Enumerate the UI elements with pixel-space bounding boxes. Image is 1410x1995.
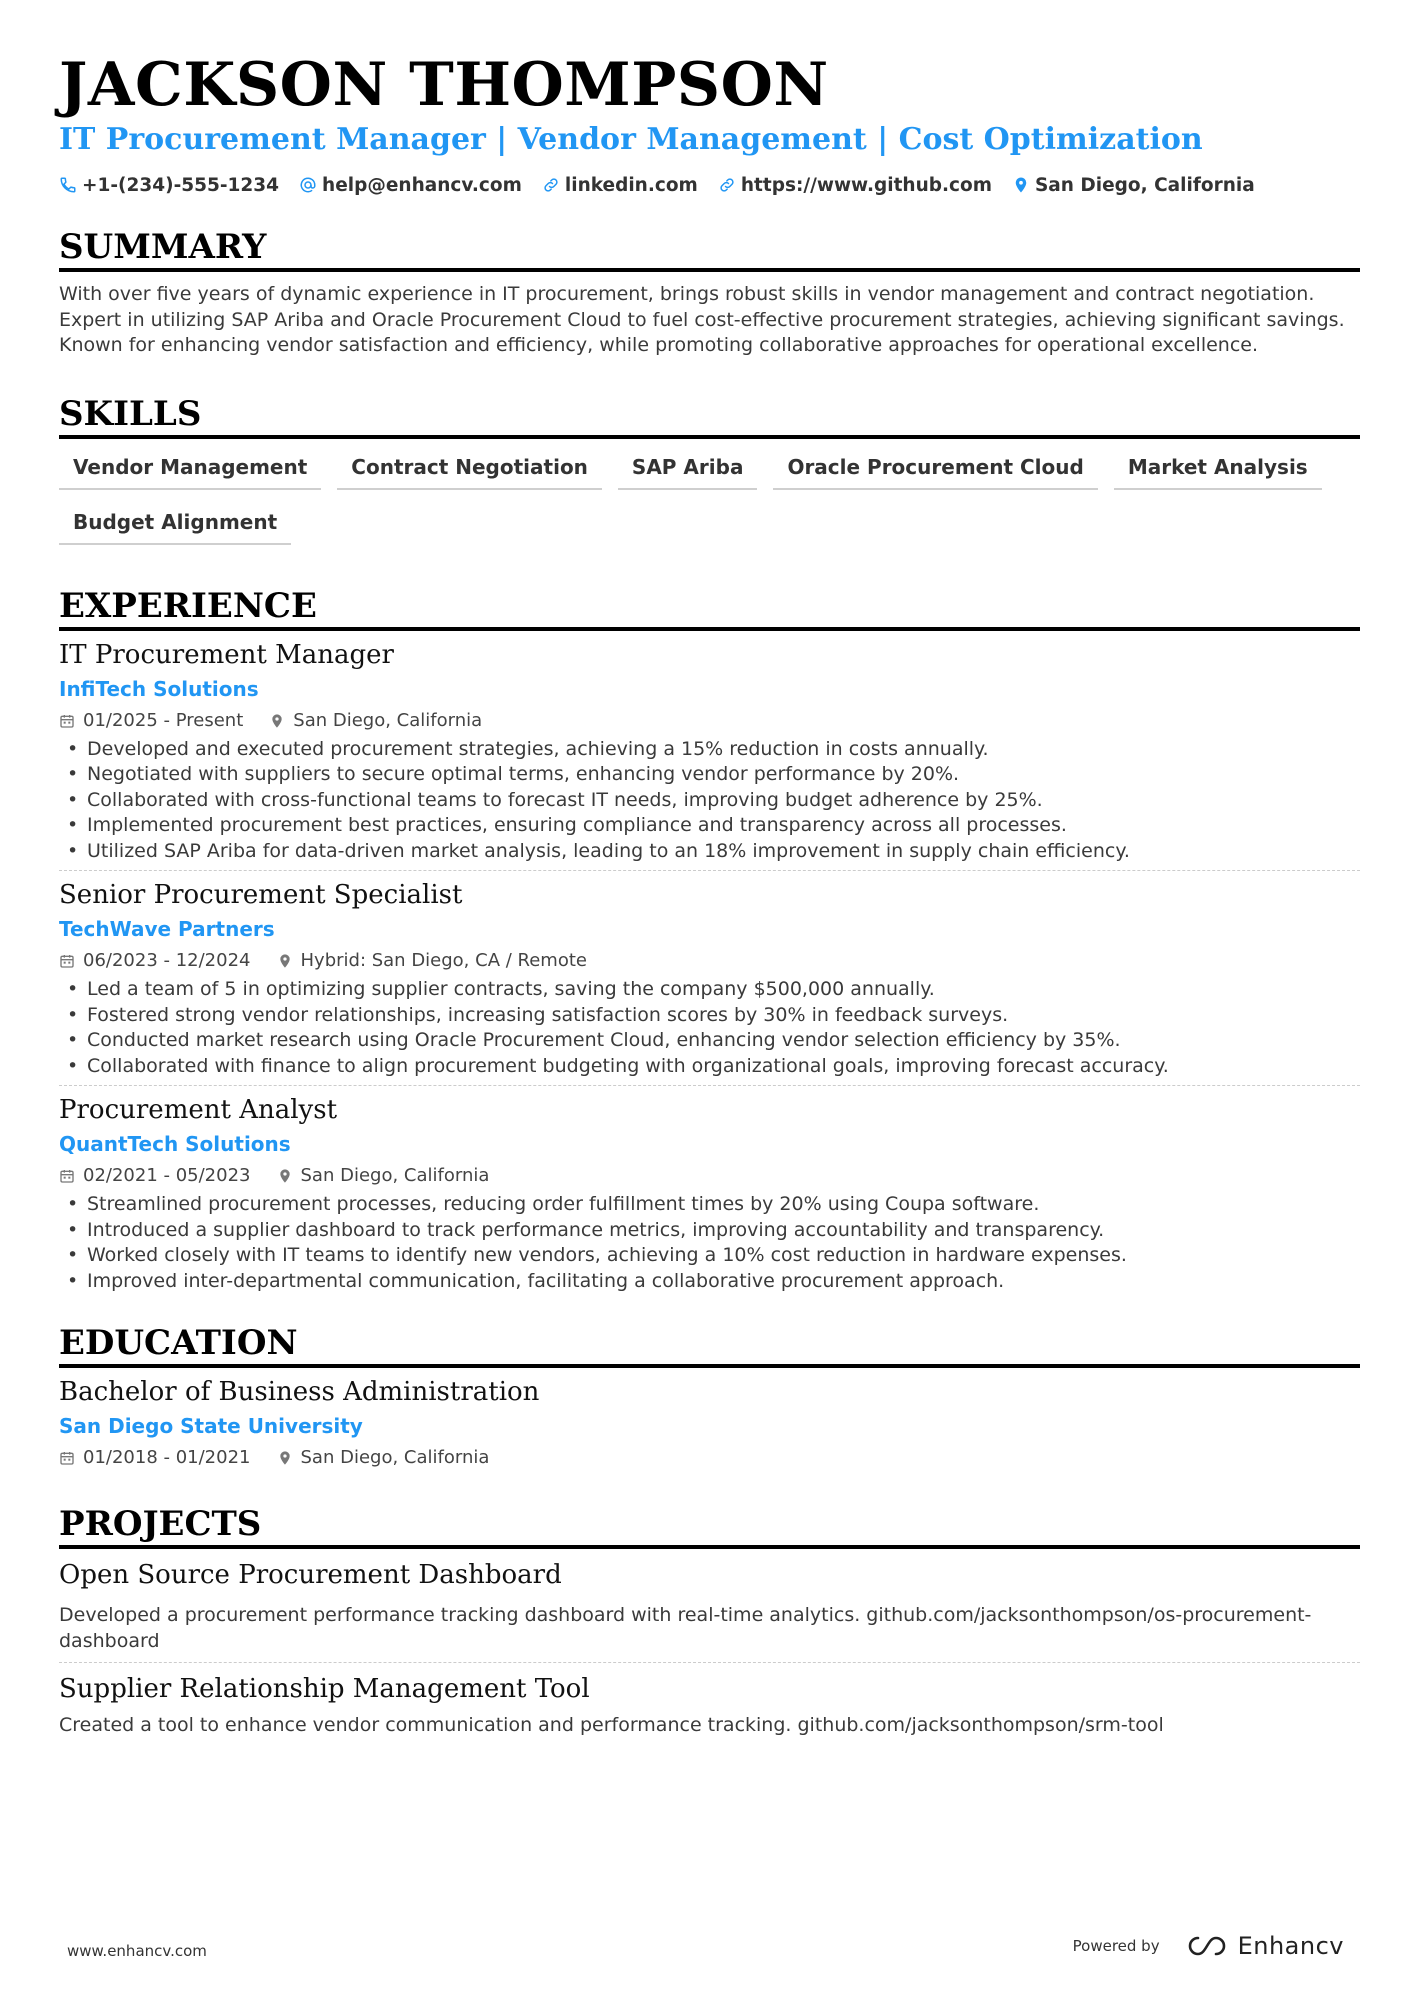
project-name: Supplier Relationship Management Tool: [59, 1674, 590, 1704]
job-dates: [59, 1163, 251, 1189]
contact-github[interactable]: [718, 175, 992, 196]
contact-location: [1012, 175, 1255, 196]
list-item: • Developed and executed procurement strategies, achieving a 15% reduction in costs annually.: [59, 737, 1360, 763]
list-item: • Introduced a supplier dashboard to track performance metrics, improving accountability and transparency.: [59, 1218, 1360, 1244]
footer-website[interactable]: www.enhancv.com: [67, 1942, 207, 1960]
education-location: [277, 1445, 490, 1471]
job-dates: [59, 948, 251, 974]
list-item: • Collaborated with finance to align procurement budgeting with organizational goals, improving forecast accuracy.: [59, 1054, 1360, 1080]
link-icon: [718, 176, 736, 194]
job-bullets: [59, 1192, 1360, 1294]
job-location: [269, 708, 482, 734]
experience-heading: EXPERIENCE: [59, 585, 1360, 631]
list-item: • Implemented procurement best practices, ensuring compliance and transparency across all processes.: [59, 813, 1360, 839]
job-meta: [59, 1163, 1360, 1189]
job-entry: [59, 1085, 1360, 1300]
list-item: • Conducted market research using Oracle Procurement Cloud, enhancing vendor selection efficiency by 35%.: [59, 1028, 1360, 1054]
link-icon: [542, 176, 560, 194]
skills-heading: SKILLS: [59, 393, 1360, 439]
brand-name: Enhancv: [1237, 1932, 1344, 1960]
summary-heading: SUMMARY: [59, 226, 1360, 272]
job-location: [277, 1163, 490, 1189]
phone-icon: [59, 176, 77, 194]
job-role: Procurement Analyst: [59, 1095, 338, 1125]
contact-location-text: San Diego, California: [1034, 174, 1255, 196]
candidate-name: JACKSON THOMPSON: [59, 50, 829, 120]
footer-branding: [1073, 1932, 1344, 1960]
project-name: Open Source Procurement Dashboard: [59, 1560, 562, 1590]
education-dates: [59, 1445, 251, 1471]
project-description: Developed a procurement performance tracking dashboard with real-time analytics. github.com/jacksonthompson/os-procurement-dashboard: [59, 1604, 1312, 1652]
contact-phone[interactable]: [59, 175, 279, 196]
job-dates: [59, 708, 243, 734]
job-meta: [59, 708, 1360, 734]
list-item: • Led a team of 5 in optimizing supplier contracts, saving the company $500,000 annually.: [59, 977, 1360, 1003]
job-bullets: [59, 737, 1360, 865]
location-icon: [1012, 176, 1030, 194]
contact-bar: [59, 172, 1360, 198]
enhancv-logo-icon: [1186, 1934, 1230, 1958]
list-item: • Worked closely with IT teams to identify new vendors, achieving a 10% cost reduction in hardware expenses.: [59, 1243, 1360, 1269]
contact-email-text: help@enhancv.com: [322, 174, 522, 196]
calendar-icon: [59, 953, 75, 969]
job-company: InfiTech Solutions: [59, 676, 259, 701]
resume-content: [59, 52, 1360, 1747]
job-bullets: [59, 977, 1360, 1079]
list-item: • Streamlined procurement processes, reducing order fulfillment times by 20% using Coupa software.: [59, 1192, 1360, 1218]
job-role: IT Procurement Manager: [59, 639, 394, 670]
job-entry: [59, 631, 1360, 871]
project-entry: [59, 1549, 1360, 1662]
list-item: • Fostered strong vendor relationships, increasing satisfaction scores by 30% in feedback surveys.: [59, 1003, 1360, 1029]
education-school: San Diego State University: [59, 1414, 363, 1438]
project-description: Created a tool to enhance vendor communication and performance tracking. github.com/jacksonthompson/srm-tool: [59, 1714, 1164, 1736]
skills-list: [59, 449, 1360, 559]
project-entry: [59, 1662, 1360, 1747]
job-location-text: San Diego, California: [293, 709, 483, 731]
skill-tag: SAP Ariba: [618, 449, 758, 490]
job-dates-text: 06/2023 - 12/2024: [83, 950, 251, 971]
education-location-text: San Diego, California: [300, 1447, 490, 1468]
contact-github-text: https://www.github.com: [740, 174, 992, 196]
powered-by-label: Powered by: [1072, 1937, 1160, 1955]
contact-linkedin-text: linkedin.com: [564, 174, 698, 196]
contact-phone-text: +1-(234)-555-1234: [82, 174, 280, 196]
job-company: TechWave Partners: [59, 917, 275, 941]
job-location: [277, 948, 587, 974]
calendar-icon: [59, 1450, 75, 1466]
job-meta: [59, 948, 1360, 974]
education-meta: [59, 1445, 1360, 1471]
candidate-subtitle: IT Procurement Manager | Vendor Management | Cost Optimization: [59, 122, 1203, 157]
education-degree: Bachelor of Business Administration: [59, 1377, 540, 1407]
job-role: Senior Procurement Specialist: [59, 880, 463, 910]
location-icon: [269, 713, 285, 729]
job-location-text: San Diego, California: [300, 1165, 490, 1186]
contact-email[interactable]: [299, 175, 522, 196]
list-item: • Improved inter-departmental communication, facilitating a collaborative procurement approach.: [59, 1269, 1360, 1295]
summary-text: With over five years of dynamic experience in IT procurement, brings robust skills in vendor management and contract negotiation. Expert in utilizing SAP Ariba and Oracle Procurement Cloud to fuel cost-effective procurement strategies, achieving significant savings. Known for enhancing vendor satisfaction and efficiency, while promoting collaborative approaches for operational excellence.: [59, 283, 1345, 356]
list-item: • Utilized SAP Ariba for data-driven market analysis, leading to an 18% improvement in supply chain efficiency.: [59, 839, 1360, 865]
skill-tag: Vendor Management: [59, 449, 321, 490]
location-icon: [277, 1168, 293, 1184]
skill-tag: Budget Alignment: [59, 504, 291, 545]
job-dates-text: 01/2025 - Present: [83, 709, 244, 731]
calendar-icon: [59, 1168, 75, 1184]
job-dates-text: 02/2021 - 05/2023: [83, 1165, 251, 1186]
job-company: QuantTech Solutions: [59, 1132, 291, 1156]
list-item: • Negotiated with suppliers to secure optimal terms, enhancing vendor performance by 20%.: [59, 762, 1360, 788]
skill-tag: Contract Negotiation: [337, 449, 602, 490]
job-location-text: Hybrid: San Diego, CA / Remote: [300, 950, 587, 971]
at-icon: [299, 176, 317, 194]
projects-heading: PROJECTS: [59, 1503, 1360, 1549]
list-item: • Collaborated with cross-functional teams to forecast IT needs, improving budget adherence by 25%.: [59, 788, 1360, 814]
location-icon: [277, 953, 293, 969]
calendar-icon: [59, 713, 75, 729]
education-heading: EDUCATION: [59, 1322, 1360, 1368]
skill-tag: Market Analysis: [1114, 449, 1322, 490]
education-entry: [59, 1368, 1360, 1477]
education-dates-text: 01/2018 - 01/2021: [83, 1447, 251, 1468]
skill-tag: Oracle Procurement Cloud: [773, 449, 1097, 490]
job-entry: [59, 870, 1360, 1085]
contact-linkedin[interactable]: [542, 175, 698, 196]
location-icon: [277, 1450, 293, 1466]
